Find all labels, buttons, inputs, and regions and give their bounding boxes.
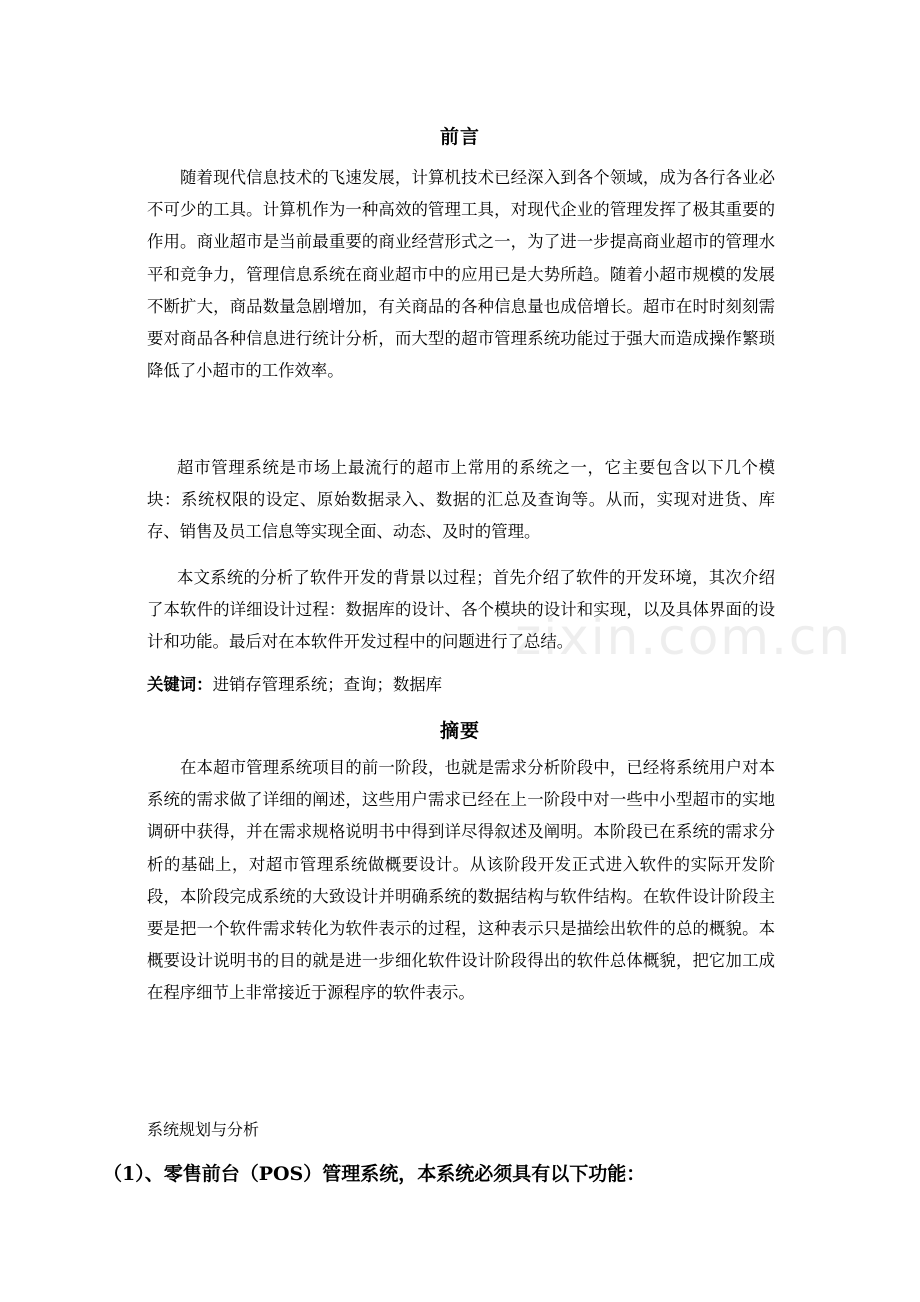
preface-paragraph-1: 随着现代信息技术的飞速发展，计算机技术已经深入到各个领域，成为各行各业必不可少的工具。计算机作为一种高效的管理工具，对现代企业的管理发挥了极其重要的作用。商业超市是当前最重要的商业经营形式之一，为了进一步提高商业超市的管理水平和竞争力，管理信息系统在商业超市中的应用已是大势所趋。随着小超市规模的发展不断扩大，商品数量急剧增加，有关商品的各种信息量也成倍增长。超市在时时刻刻需要对商品各种信息进行统计分析，而大型的超市管理系统功能过于强大而造成操作繁琐降低了小超市的工作效率。 <box>147 168 775 381</box>
preface-paragraph-2: 超市管理系统是市场上最流行的超市上常用的系统之一，它主要包含以下几个模块：系统权限的设定、原始数据录入、数据的汇总及查询等。从而，实现对进货、库存、销售及员工信息等实现全面、动态、及时的管理。 <box>147 458 775 542</box>
keywords-label: 关键词： <box>147 675 213 694</box>
section-subheading: （1）、零售前台（POS）管理系统，本系统必须具有以下功能： <box>103 1163 646 1185</box>
watermark-text: zixin.com.cn <box>515 608 853 666</box>
section-title: 系统规划与分析 <box>147 1120 260 1139</box>
keywords-text: 进销存管理系统；查询；数据库 <box>212 675 443 694</box>
keywords-line <box>147 672 442 698</box>
preface-title: 前言 <box>439 126 480 148</box>
preface-paragraph-3: 本文系统的分析了软件开发的背景以过程；首先介绍了软件的开发环境，其次介绍了本软件的详细设计过程：数据库的设计、各个模块的设计和实现，以及具体界面的设计和功能。最后对在本软件开发过程中的问题进行了总结。 <box>147 568 775 652</box>
abstract-title: 摘要 <box>439 720 480 742</box>
abstract-paragraph: 在本超市管理系统项目的前一阶段，也就是需求分析阶段中，已经将系统用户对本系统的需求做了详细的阐述，这些用户需求已经在上一阶段中对一些中小型超市的实地调研中获得，并在需求规格说明书中得到详尽得叙述及阐明。本阶段已在系统的需求分析的基础上，对超市管理系统做概要设计。从该阶段开发正式进入软件的实际开发阶段，本阶段完成系统的大致设计并明确系统的数据结构与软件结构。在软件设计阶段主要是把一个软件需求转化为软件表示的过程，这种表示只是描绘出软件的总的概貌。本概要设计说明书的目的就是进一步细化软件设计阶段得出的软件总体概貌，把它加工成在程序细节上非常接近于源程序的软件表示。 <box>147 758 775 1003</box>
